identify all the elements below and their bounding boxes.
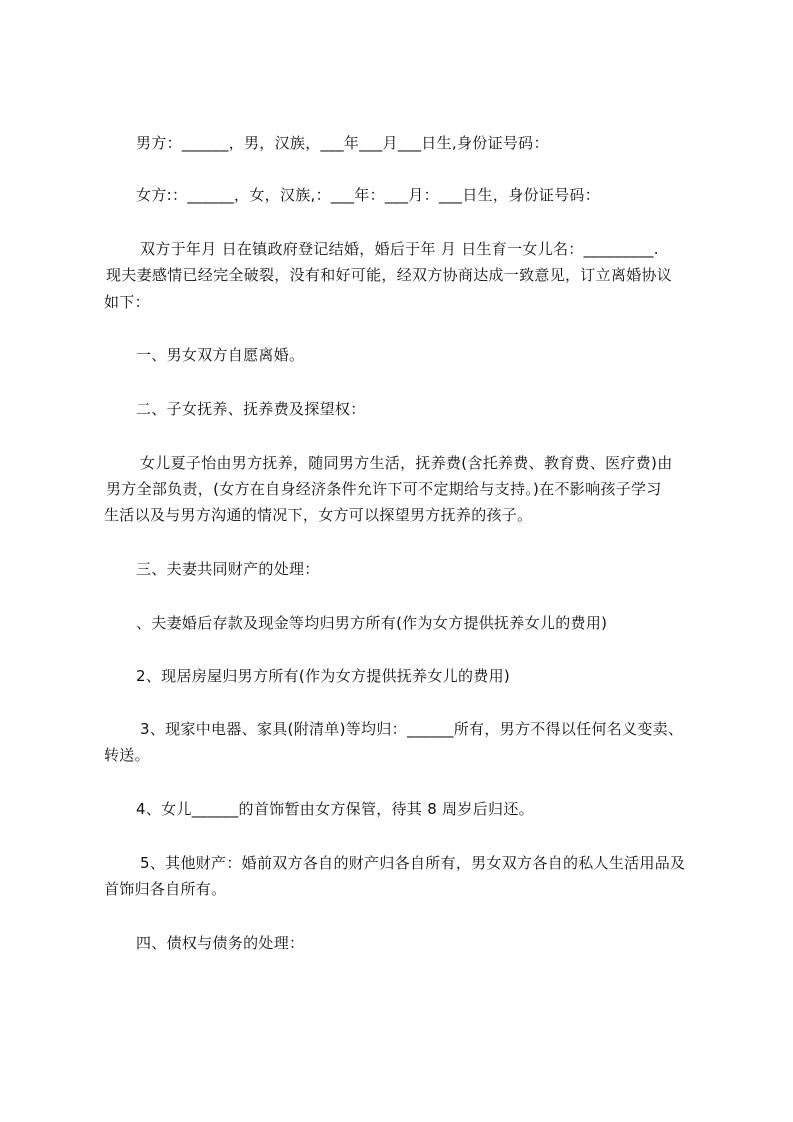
property-item-3-line-1: 3、现家中电器、家具(附清单)等均归：______所有，男方不得以任何名义变卖、 xyxy=(140,720,684,738)
paragraph-child-line-3: 生活以及与男方沟通的情况下，女方可以探望男方抚养的孩子。 xyxy=(104,506,533,524)
paragraph-husband-info: 男方：______，男，汉族，___年___月___日生,身份证号码： xyxy=(136,134,549,152)
paragraph-marriage-line-3: 如下： xyxy=(104,293,150,311)
section-heading-1: 一、男女双方自愿离婚。 xyxy=(136,346,305,364)
property-item-2: 2、现居房屋归男方所有(作为女方提供抚养女儿的费用) xyxy=(136,667,511,685)
property-item-5-line-2: 首饰归各自所有。 xyxy=(104,880,227,898)
property-item-4: 4、女儿______的首饰暂由女方保管，待其 8 周岁后归还。 xyxy=(136,800,534,818)
paragraph-marriage-line-2: 现夫妻感情已经完全破裂，没有和好可能，经双方协商达成一致意见，订立离婚协议 xyxy=(106,266,673,284)
property-item-3-line-2: 转送。 xyxy=(104,746,150,764)
paragraph-child-line-1: 女儿夏子怡由男方抚养，随同男方生活，抚养费(含托养费、教育费、医疗费)由 xyxy=(140,454,673,472)
property-item-1: 、夫妻婚后存款及现金等均归男方所有(作为女方提供抚养女儿的费用) xyxy=(136,614,608,632)
property-item-5-line-1: 5、其他财产：婚前双方各自的财产归各自所有，男女双方各自的私人生活用品及 xyxy=(140,854,686,872)
paragraph-marriage-line-1: 双方于年月 日在镇政府登记结婚，婚后于年 月 日生育一女儿名：_________. xyxy=(140,240,659,258)
section-heading-2: 二、子女抚养、抚养费及探望权： xyxy=(136,400,366,418)
section-heading-3: 三、夫妻共同财产的处理： xyxy=(136,560,320,578)
section-heading-4: 四、债权与债务的处理： xyxy=(136,934,305,952)
paragraph-child-line-2: 男方全部负责，(女方在自身经济条件允许下可不定期给与支持。)在不影响孩子学习 xyxy=(106,480,662,498)
paragraph-wife-info: 女方:：______，女，汉族,：___年：___月：___日生，身份证号码： xyxy=(136,186,601,204)
